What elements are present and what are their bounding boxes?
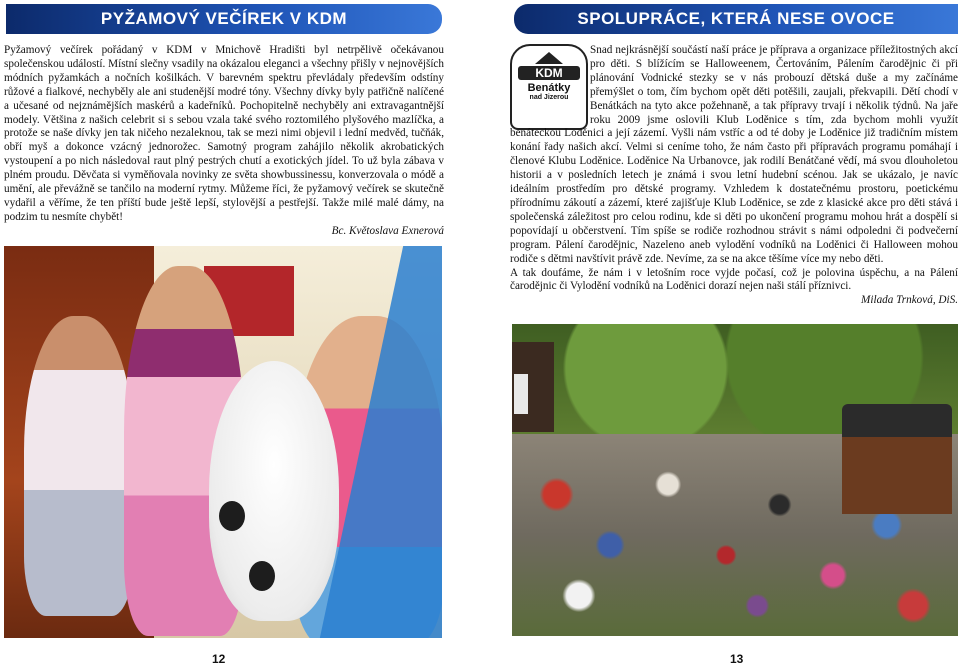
photo-gazebo	[842, 404, 952, 514]
right-article	[510, 44, 958, 308]
left-article-body: Pyžamový večírek pořádaný v KDM v Mnichově Hradišti byl netrpělivě očekávanou společenskou událostí. Místní slečny vsadily na okázalou eleganci a všechny přišly v nejnovějších módních pyžamkách a nočních košilkách. V barevném spektru převládaly především odstíny růžové a fialkové, nechyběly ale ani studenější modré tóny. Všechny dívky byly patřičně nalíčené a učesané od nejznámějších maskérů a kadeřníků. Pochopitelně nechyběly ani extravagantnější modely. Většina z našich celebrit si s sebou vzala také svého roztomilého plyšového mazlíčka, a protože se naše dívky jen tak ničeho nezaleknou, tak se mezi nimi objevil i lední medvěd, tučňák, obří myš a dokonce vzácný jednorožec. Samotný program zahájilo několik akrobatických vystoupení a po nich následoval raut plný pestrých chutí a exotických jídel. To už byla zábava v plném proudu. Děvčata si vyměňovala novinky ze světa showbussinessu, konverzovala o módě a umění, ale převážně se tančilo na moderní rytmy. Můžeme říci, že pyžamový večírek se skutečně vydařil a věříme, že ten příští bude ještě lepší, stylovější a pestřejší. Takže milé malé dámy, na podzim tu nesmíte chybět!	[4, 44, 444, 223]
pajama-party-photo	[4, 246, 442, 638]
right-article-para1: Snad nejkrásnější součástí naší práce je příprava a organizace příležitostných akcí pro děti. S blížícím se Halloweenem, Čertováním, Pálením čarodějnic či při plánování Vodnické stezky se v nás probouzí dětská duše a my začínáme přemýšlet o tom, čím bychom opět děti potěšili, zaujali, překvapili. Dětí chodí v Benátkách na tyto akce požehnaně, a tak přípravy trvají i několik týdnů. Na jaře roku 2009 jsme oslovili Klub Loděnice s tím, zda bychom mohli využít benáteckou Loděnici a její zázemí. Vyšli nám vstříc a od té doby je Loděnice již tradičním místem konání řady našich akcí. Velmi si ceníme toho, že nám často při přípravách programu pomáhají i členové Klubu Loděnice. Loděnice Na Urbanovce, jak rodilí Benátčané vědí, má svou dlouholetou historii a v posledních letech je známá i svou letní hudební scénou. Jak se ukázalo, je navíc ideálním prostředím pro dětské programy. Vzhledem k dostatečnému prostoru, poetickému přírodnímu zákoutí a zázemí, které zajišťuje Klub Loděnice, se zde z klasické akce pro děti stává i společenská záležitost pro celou rodinu, kde si děti po ukončení programu mohou hrát a dospělí si popovídají u občerstvení. Tím spíše se rodiče rozhodnou strávit s námi odpoledni či podvečerní program. Pálení čarodějnic, Nazeleno aneb vylodění vodníků na Loděnici či Halloween mohou rodiče s dětmi navštívit právě zde. Nevíme, za se na akce těšíme více my nebo děti.	[510, 44, 958, 265]
photo-girl-left	[24, 316, 134, 616]
left-page-number: 12	[212, 652, 226, 666]
paw-icon	[219, 501, 245, 531]
right-article-para2: A tak doufáme, že nám i v letošním roce vyjde počasí, což je polovina úspěchu, a na Pálení čarodějnic či Vylodění vodníků na Loděnici dorazí nejen naši stálí příznivci.	[510, 266, 958, 293]
left-article	[4, 44, 444, 239]
right-page	[482, 0, 960, 666]
left-page	[0, 0, 478, 666]
right-page-number: 13	[730, 652, 744, 666]
right-article-signature: Milada Trnková, DiS.	[861, 294, 958, 307]
logo-name: Benátky	[527, 82, 571, 94]
boathouse-event-photo	[512, 324, 958, 636]
photo-sign	[514, 374, 528, 414]
left-page-title: PYŽAMOVÝ VEČÍREK V KDM	[6, 4, 442, 34]
logo-kdm: KDM	[518, 66, 580, 80]
polar-bear-plush	[209, 361, 339, 621]
paw-icon	[249, 561, 275, 591]
logo-sub: nad Jizerou	[529, 94, 569, 101]
left-article-signature: Bc. Květoslava Exnerová	[331, 224, 444, 237]
right-page-title: SPOLUPRÁCE, KTERÁ NESE OVOCE	[514, 4, 958, 34]
